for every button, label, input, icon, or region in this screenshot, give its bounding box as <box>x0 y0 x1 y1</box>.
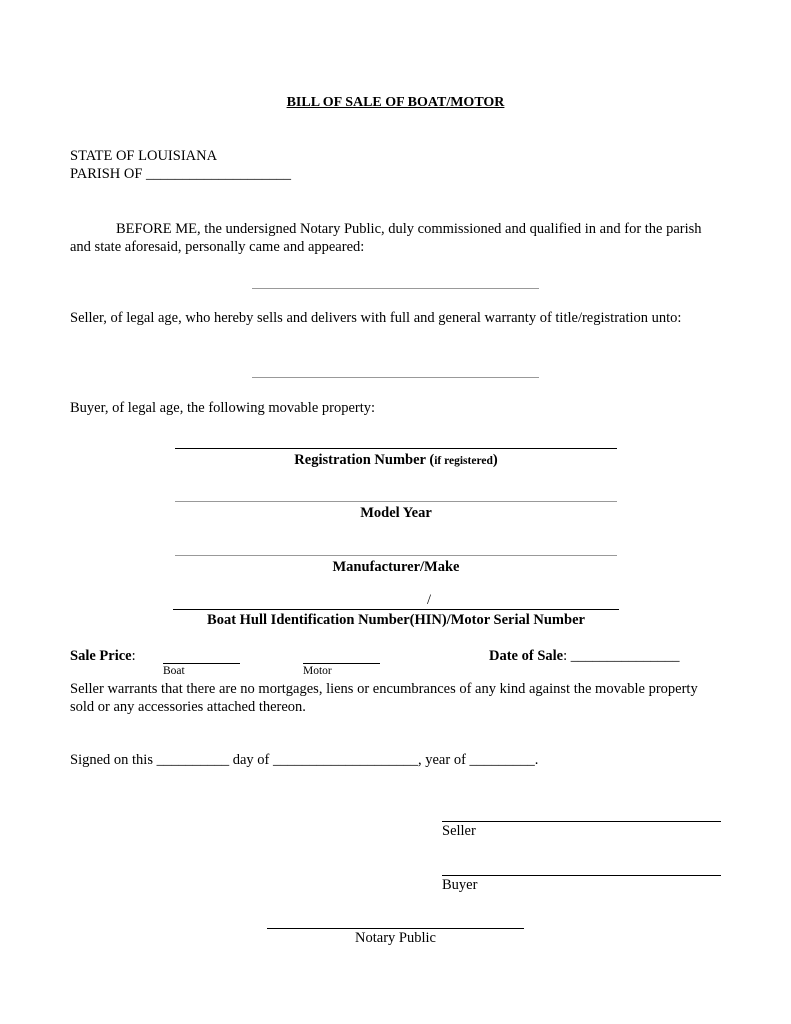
state-line: STATE OF LOUISIANA <box>70 148 218 164</box>
manufacturer-line[interactable] <box>175 555 617 556</box>
buyer-paragraph: Buyer, of legal age, the following movable property: <box>70 400 376 416</box>
intro-paragraph: BEFORE ME, the undersigned Notary Public, duly commissioned and qualified in and for the parish and state aforesaid, personally came and appeared: <box>70 221 702 255</box>
notary-signature-label: Notary Public <box>355 930 436 946</box>
warranty-paragraph: Seller warrants that there are no mortgages, liens or encumbrances of any kind against the movable property sold or any accessories attached thereon. <box>70 681 698 715</box>
boat-price-label: Boat <box>163 665 185 677</box>
hin-serial-line[interactable] <box>173 609 619 610</box>
model-year-label: Model Year <box>360 505 432 521</box>
boat-price-line[interactable] <box>163 663 240 664</box>
document-title: BILL OF SALE OF BOAT/MOTOR <box>286 95 505 110</box>
buyer-signature-line[interactable] <box>442 875 721 876</box>
sale-price-label: Sale Price: <box>70 648 136 664</box>
manufacturer-label: Manufacturer/Make <box>332 559 460 575</box>
hin-separator: / <box>427 592 432 608</box>
notary-signature-line[interactable] <box>267 928 524 929</box>
motor-price-line[interactable] <box>303 663 380 664</box>
buyer-name-line[interactable] <box>252 377 539 378</box>
hin-serial-label: Boat Hull Identification Number(HIN)/Motor Serial Number <box>207 612 585 628</box>
seller-paragraph: Seller, of legal age, who hereby sells and delivers with full and general warranty of title/registration unto: <box>70 310 682 326</box>
buyer-signature-label: Buyer <box>442 877 478 893</box>
date-of-sale-field[interactable]: Date of Sale: _______________ <box>489 648 680 664</box>
registration-sublabel: if registered <box>434 455 493 467</box>
seller-signature-label: Seller <box>442 823 476 839</box>
seller-name-line[interactable] <box>252 288 539 289</box>
model-year-line[interactable] <box>175 501 617 502</box>
date-of-sale-label: Date of Sale <box>489 648 564 664</box>
parish-line: PARISH OF ____________________ <box>70 166 292 182</box>
signed-on-line[interactable]: Signed on this __________ day of ____________________, year of _________. <box>70 752 539 768</box>
registration-number-line[interactable] <box>175 448 617 449</box>
motor-price-label: Motor <box>303 665 332 677</box>
seller-signature-line[interactable] <box>442 821 721 822</box>
registration-number-label: Registration Number (if registered) <box>294 452 498 468</box>
